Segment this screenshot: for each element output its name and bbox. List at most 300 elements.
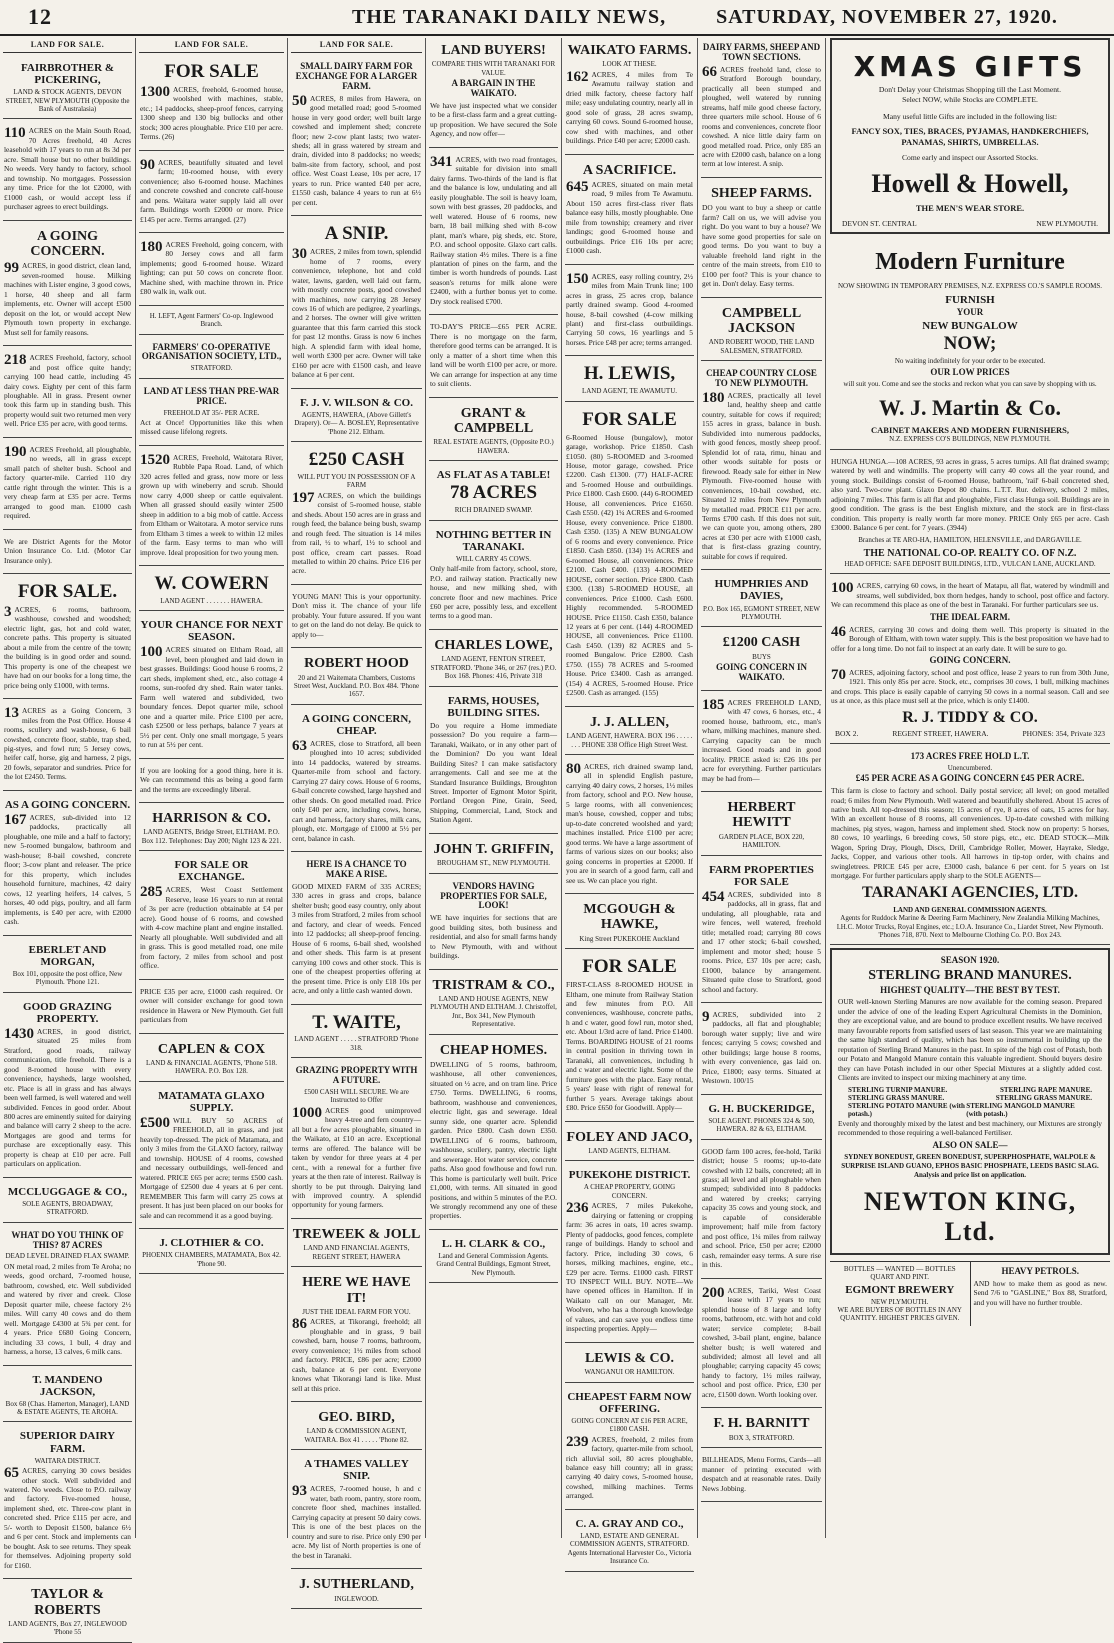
newton-also: ALSO ON SALE— (932, 1139, 1008, 1150)
ad-text: ACRES, with two road frontages, suitable for division into small dairy farms. Two-thirds of the land is flat and the balance is low, undulating and all easily ploughable. The soil is heavy loam, sown with best grasses, 20 paddocks, and well watered. House of 6 rooms, new barn, 18 bail milking shed with 8-cow plant, man's whare, pig sheds, etc. Store, P.O. and school opposite. Glaxo cart calls. Railway station 4½ miles. There is a fine plantation of pines on the farm, and the timber is worth hundreds of pounds. Last season's returns for milk alone were £2400, with a further bonus yet to come. Dry stock realised £700. (430, 154, 557, 306)
brewery-text: WE ARE BUYERS OF BOTTLES IN ANY QUANTITY. HIGHEST PRICES GIVEN. (837, 1306, 962, 1323)
classified-ad (3, 996, 132, 1178)
newton-season: SEASON 1920. (940, 955, 1000, 966)
ad-heading: MATAMATA GLAXO SUPPLY. (158, 1089, 265, 1114)
ad-body (140, 158, 283, 224)
ad-subheading: King Street PUKEKOHE Auckland (579, 934, 680, 943)
ad-body (702, 1147, 821, 1270)
ad-lot-number: 13 (4, 705, 19, 722)
classified-ad (139, 854, 284, 979)
ad-text: DO you want to buy a sheep or cattle farm? Call on us, we will advise you right. Do you want to buy a house? We have some good properties for sale on good terms. Do you want to buy a valuable freehold land right in the centre of the main streets, from £10 to £100 per foot? This is your chance to get in. Don't delay. Easy terms. (702, 203, 821, 289)
ad-text: ACRES, 6 rooms, bathroom, washhouse, cowshed and woodshed; electric light, gas, hot and cold water, concrete paths. This property is situated about a mile from the centre of the town; the building is in good order and sound. This property is one of the cheapest we have had on our books for a long time, the price being only £1000, with terms. (4, 604, 131, 690)
newton-text2: Evenly and thoroughly mixed by the latest and best machinery, our Mixtures are strongly recommended to those requiring a well-balanced Fertiliser. (838, 1118, 1102, 1138)
ad-subheading: FREEHOLD AT 35/- PER ACRE. (163, 408, 260, 417)
ad-heading: FARM PROPERTIES FOR SALE (709, 863, 814, 888)
classified-ad (701, 1006, 822, 1095)
ad-heading: A SACRIFICE. (582, 162, 677, 178)
classified-ad (3, 1425, 132, 1579)
ad-lot-number: 99 (4, 260, 19, 277)
ad-subheading: LAND & STOCK AGENTS, DEVON STREET, NEW PLYMOUTH (Opposite the Bank of Australasia) (5, 88, 130, 113)
ad-body (4, 537, 131, 565)
taranaki-agencies-ad (830, 747, 1110, 945)
ad-subheading: LAND & FINANCIAL AGENTS, 'Phone 518. HAWERA. P.O. Box 128. (145, 1058, 278, 1076)
ad-lot-number: 185 (702, 696, 725, 713)
ad-heading: FOR SALE (164, 61, 259, 82)
ad-heading: L. H. CLARK & CO., (441, 1237, 546, 1250)
newton-sub: HIGHEST QUALITY—THE BEST BY TEST. (880, 984, 1060, 995)
ad-subheading: REAL ESTATE AGENTS, (Opposite P.O.) HAWERA. (433, 438, 554, 455)
petrol-text: AND how to make them as good as new. Send 7/6 to "GASLINE," Box 88, Stratford, and you will have no further trouble. (973, 1278, 1107, 1307)
classified-ad (701, 38, 822, 178)
ad-subheading: PHOENIX CHAMBERS, MATAMATA, Box 42. 'Phone 90. (142, 1251, 281, 1268)
classified-ad (565, 897, 694, 949)
ad-text: ACRES, 7 miles Pukekohe, dairying or fattening or cropping farm: 36 acres in oats, 10 acres swamp. Plenty of paddocks, good fences, complete range of buildings. Handy to school and factory. Price, including 30 cows, 6 horses, milking machines, engine, etc., £29 per acre. Terms. £1000 cash. FIRST TO INSPECT WILL BUY. NOTE—We have opened offices in Hamilton. If in Waikato call on our Manager, Mr. Woolven, who has a thorough knowledge of values, and can save you endless time inspecting properties. Apply— (566, 1201, 693, 1334)
ad-text: WE have inquiries for sections that are good building sites, both business and residential, and also for small farms handy to New Plymouth, with and without buildings. (430, 913, 557, 961)
ad-body (566, 1201, 693, 1334)
classified-ad (701, 630, 822, 691)
ad-text: ACRES, 2 miles from town, splendid home of 7 rooms, every convenience, telephone, hot and cold water, lawns, garden, well laid out farm, with mostly concrete posts, good cowshed with machines, now carrying 28 Jersey cows 16 of which are pedigree, 2 yearlings, and 2 horses. The owner will give written guarantee that this farm carried this stock for past 12 months. Grass is now 6 inches high. A splendid farm with ideal home, well worth £300 per acre. Owner will take £160 per acre with £1500 cash, and leave balance at 6 per cent. (292, 247, 421, 380)
ad-text: PRICE £35 per acre, £1000 cash required. Or owner will consider exchange for good town residence in Hawera or New Plymouth. Get full particulars from (140, 986, 283, 1025)
classified-ad (139, 614, 284, 758)
ad-subheading: AND ROBERT WOOD, THE LAND SALESMEN, STRATFORD. (708, 338, 815, 355)
classified-ad (565, 952, 694, 1121)
ad-text: ACRES, practically all level land, healthy sheep and cattle country, suitable for cows if required; 155 acres in grass, balance in bush. Subdivided into numerous paddocks, with good fences, mostly sheep proof. Splendid lot of rata, rimu, hinau and other woods suitable for posts or firewood. Ready sale for either in New Plymouth. Five-roomed house with conveniences, 10-bail cowshed, etc. Situated 12 miles from New Plymouth by metalled road. PRICE £11 per acre. Terms £700 cash. If this does not suit, we can quote you, among others, 280 acres at £30 per acre with £1000 cash, that is first-class grazing country, suitable for cows if required. (702, 390, 821, 561)
ad-heading: MCCLUGGAGE & CO., (7, 1185, 128, 1198)
classified-ad (701, 694, 822, 792)
classified-ad (565, 38, 694, 155)
ad-subheading: LAND AGENTS, Box 27, INGLEWOOD 'Phone 55 (8, 1620, 127, 1637)
classified-ad (3, 349, 132, 438)
ad-subheading: LAND, ESTATE AND GENERAL COMMISSION AGENTS, STRATFORD. Agents International Harvester Co., Victoria Insurance Co. (567, 1531, 692, 1566)
classified-ad (701, 364, 822, 570)
classified-ad (565, 405, 694, 707)
ad-subheading: WANGANUI OR HAMILTON. (584, 1368, 675, 1377)
classified-ad (291, 1008, 422, 1059)
ad-body (702, 890, 821, 994)
ad-text: 6-Roomed House (bungalow), motor garage, workshop. Price £1850. Cash £1050. (80) 5-ROOMED and 3-roomed House, motor garage, cowshed. Price £2200. Cash £1300. (77) HALF-ACRE and 5-roomed House and outbuildings. Price £1800. Cash £600. (44) 6-ROOMED House, all conveniences. Price £1650. Cash £550. (42) 1¼ ACRES and 6-roomed House, every convenience. Price £1800. Cash £350. (135) A NEW BUNGALOW of 6 rooms and every convenience. Price £1850. Cash £850. (134) 1½ ACRES and 6-roomed House, all conveniences. Price £2100. Cash £400. (133) 4-ROOMED HOUSE, corner section. Price £800. Cash £300. (138) 5-ROOMED HOUSE, all conveniences. Price £1000. Cash £600. Highly recommended. 5-ROOMED HOUSE. Price £1150. Cash £350, balance 12 years at 6 per cent. (144) 4-ROOMED HOUSE, all conveniences. Price £1100. Cash £450. (139) 82 ACRES and 5-roomed Bungalow. Price £2800. Cash £750. (155) 78 ACRES and 5-roomed House. Price £3400. Cash as arranged. (154) 4 ACRES, 5-roomed House. Price £2500. Cash as arranged. (155) (566, 432, 693, 698)
ad-lot-number: 1300 (140, 83, 170, 100)
ad-body (430, 322, 557, 388)
ad-body (292, 1317, 421, 1393)
ad-text: FIRST-CLASS 8-ROOMED HOUSE in Eltham, one minute from Railway Station and few minutes from P.O. All conveniences, washhouse, concrete paths, h and c water, good fowl run, motor shed, etc. About 1/3rd acre of land. Price £1400. Terms. BOARDING HOUSE of 21 rooms in central position in thriving town in Taranaki, all conveniences, including h and c water and electric light. Some of the furniture goes with the place. Easy rental, 5 years' lease with right of renewal for further 5 years. Average takings about £80. Price £650 for Goodwill. Apply— (566, 980, 693, 1113)
classified-ad (291, 588, 422, 648)
ad-heading: £1200 CASH (722, 635, 801, 651)
ad-body (4, 1027, 131, 1169)
ad-lot-number: 86 (292, 1316, 307, 1333)
ad-body (140, 645, 283, 749)
taranaki-phones: 'Phones 718, 870. Next to Melbourne Clothing Co. P.O. Box 243. (878, 930, 1062, 939)
ad-heading: C. A. GRAY AND CO., (575, 1517, 684, 1530)
howell-addr-left: DEVON ST. CENTRAL (842, 219, 917, 229)
ad-subheading: 20 and 21 Waitemata Chambers, Customs Street West, Auckland. P.O. Box 484. 'Phone 1657. (293, 673, 420, 699)
masthead (0, 0, 1114, 36)
classified-ad (565, 1125, 694, 1162)
classified-ad (139, 57, 284, 151)
classified-ad (701, 573, 822, 627)
ad-heading: GOOD GRAZING PROPERTY. (23, 1000, 112, 1025)
classified-ad (429, 318, 558, 397)
hunga-text: HUNGA HUNGA.—108 ACRES, 93 acres in grass, 5 acres turnips. All flat drained swamp; watered by well and windmills. The property will carry 40 cows all the year round, and young stock. Buildings consist of 6-roomed House, bathroom, 'rail' 6-bail concreted shed, also yard. Two-cow plant. Glaxo Depot 80 chains. L.T.T. Rur. delivery, school 2 miles, adjoining 7 miles. This farm is all flat and ploughable, First class Hunga soil. Buildings are in good condition. The grass is the best English mixture, and the stock are in first-class condition. This property is really worth far more money. PRICE Only £65 per acre. Cash £3000. Balance 6 per cent. for 7 years. (3944) (831, 456, 1109, 533)
tiddy-heading2: GOING CONCERN. (929, 655, 1011, 666)
ad-subheading: LAND AGENT . . . . . . . HAWERA. (160, 596, 263, 605)
ad-lot-number: 50 (292, 92, 307, 109)
ad-body (430, 101, 557, 139)
howell-firm: Howell & Howell, (871, 168, 1069, 198)
classified-ad (139, 449, 284, 566)
newton-also-list: SYDNEY BONEDUST, GREEN BONEDUST, SUPERPHOSPHATE, WALPOLE & SURPRISE ISLAND GUANO, EPHOS BASIC PHOSPHATE, LEEDS BASIC SLAG. Analysis and price list on application. (841, 1152, 1099, 1180)
classified-ad (701, 301, 822, 362)
bottom-ads (830, 1261, 1110, 1326)
classified-ad (701, 1451, 822, 1502)
taranaki-text: This farm is close to factory and school. Daily postal service; all level; on good metalled road; 6 miles from New Plymouth. Well watered and beautifully sheltered. About 15 acres of native bush. All top-dressed this season; 15 acres of rye, 8 acres of oats, 15 acres for hay. With an excellent house of 8 rooms, all conveniences. Up-to-date cowshed with milking machines, pig styes, wagon, harness and implement shed. Stock now on property: 5 horses, 80 cows, 10 yearlings, 6 breeding cows, 50 store pigs, etc., etc. DEAD STOCK—Milk Wagon, Spring Dray, Plough, Discs, Drill, Cambridge Roller, Mower, Hayrake, Sledge, Jacks, Copper, and various other tools. All harrows in tip-top order, with chains and swingletrees. PRICE £45 per acre, £3000 cash, balance 6 per cent. for 5 years on 1st mortgage. For further particulars apply sharp to the SOLE AGENTS— (831, 786, 1109, 881)
classified-ad (701, 1098, 822, 1140)
classified-ad (3, 533, 132, 574)
ad-body (702, 1455, 821, 1493)
ad-lot-number: 180 (702, 389, 725, 406)
xmas-line2: Select NOW, while Stocks are COMPLETE. (902, 95, 1038, 105)
ad-subheading: LAND AND FINANCIAL AGENTS, REGENT STREET, HAWERA (303, 1244, 410, 1261)
furniture-ad (830, 240, 1110, 450)
tiddy-text3: ACRES, adjoining factory, school and post office, lease 2 years to run from 30th June, 1921. This only 85s per acre. Stock, etc., comprises 30 cows, 1 bull, milking machines and crops. This place is easily capable of carrying 50 cows in a normal season. Call and see us at once, as this place must sell at the price, which is only £1400. (831, 668, 1109, 706)
furniture-line1: NOW SHOWING IN TEMPORARY PREMISES, N.Z. EXPRESS CO.'S SAMPLE ROOMS. (837, 282, 1103, 291)
ad-subheading: LAND AGENT, TE AWAMUTU. (581, 387, 678, 396)
ad-heading: A THAMES VALLEY SNIP. (304, 1458, 409, 1483)
taranaki-agents: Agents for Ruddock Marine & Deering Farm Machinery, New Zealandia Milking Machines, I.H.C. Motor Trucks, Royal Engines, etc.; I.O.A. Insurance Co., Liardet Street, New Plymouth. (836, 914, 1104, 931)
taranaki-title: 173 ACRES FREE HOLD L.T. (910, 750, 1030, 761)
ad-text: ACRES, situated on main metal road, 9 miles from Te Awamutu. About 150 acres first-class river flats balance easy hills, mostly ploughable. One mile from township; creamery and river landings; good 6-roomed house and outbuildings. Price £16 10s per acre; £1000 cash. (566, 179, 693, 256)
column-6 (698, 38, 826, 1538)
ad-subheading: INGLEWOOD. (334, 1594, 379, 1603)
ad-heading: A SNIP. (324, 223, 389, 245)
classified-ad (3, 441, 132, 530)
column-4 (426, 38, 562, 1538)
martin-addr: N.Z. EXPRESS CO'S BUILDINGS, NEW PLYMOUTH. (889, 435, 1051, 444)
ad-subheading: SOLE AGENT. PHONES 324 & 500, HAWERA. 82 & 63, ELTHAM. (708, 1116, 815, 1134)
classified-ad (3, 702, 132, 791)
classified-ad (3, 939, 132, 993)
classified-ad (139, 154, 284, 233)
ad-heading: T. MANDENO JACKSON, (32, 1373, 103, 1398)
manure-5: STERLING POTATO MANURE (with potash.) (848, 1101, 965, 1118)
ad-heading: YOUR CHANCE FOR NEXT SEASON. (140, 619, 283, 644)
tiddy-ad (830, 577, 1110, 743)
ad-body (292, 882, 421, 996)
ad-subheading: LAND AND HOUSE AGENTS, NEW PLYMOUTH AND ELTHAM. J. Christoffel, Jnr., Box 341, New Plymouth Representative. (430, 995, 557, 1029)
ad-heading: GRANT & CAMPBELL (453, 405, 534, 436)
ad-text: ACRES, easy rolling country, 2½ miles from Main Trunk line; 100 acres in grass, 25 acres crop, balance partly drained swamp. Good 4-roomed house, 8-bail cowshed (4-cow milking plant) and first-class outbuildings. Carrying 50 cows, 16 yearlings and 5 horses. Price £48 per acre; terms arranged. (566, 271, 693, 347)
ad-subheading: GARDEN PLACE, BOX 220, HAMILTON. (718, 832, 805, 850)
ad-text: ACRES, freehold, 2 miles from factory, quarter-mile from school, rich alluvial soil, 80 acres ploughable, balance easy hill country; all in grass; carrying 40 dairy cows, 5-roomed house, cowshed, milking machines. Terms arranged. (566, 1434, 693, 1501)
classified-ad (565, 268, 694, 357)
ad-heading: PUKEKOHE DISTRICT. (568, 1169, 691, 1182)
ad-lot-number: 80 (566, 760, 581, 777)
ad-text: ACRES good unimproved heavy 4-tree and fern country—all but a few acres ploughable, situated in the Waikato, at £10 an acre. Exceptional terms are offered. The balance will be taken by vendor for three years at 4 per cent., with a renewal for a further five years at the then rate of interest. Railway is shortly to be put through. Dairying land with improved country. A splendid opportunity for young farmers. (292, 1105, 421, 1210)
ad-text: ACRES, in good district, clean land, seven-roomed house. Milking machines with Lister engine, 3 good cows, 1 horse, 40 sheep and all farm implements, etc. Owner will accept £500 deposit on the lot, or would accept New Plymouth town property in exchange. Must sell for family reasons. (4, 261, 131, 337)
ad-text: ACRES, freehold, 6-roomed house, woolshed with machines, stable, etc.; 14 paddocks, sheep-proof fences, carrying 1300 sheep and 130 big bullocks and other stock; 300 acres ploughable. Price £10 per acre. Terms. (26) (140, 84, 283, 142)
ad-text: ACRES on the Main South Road, 70 Acres freehold, 40 Acres leasehold with 17 years to run at 8s 3d per acre. Small house but no other buildings. No weeds. Very handy to factory, school and township. No mortgages. Possession any time. Price for the lot £2000, with £1000 cash, or would accept less if purchaser agrees to erect buildings. (4, 126, 131, 212)
ad-heading: AS A GOING CONCERN. (4, 798, 131, 811)
classified-ad (429, 973, 558, 1035)
ad-body (702, 65, 821, 169)
ad-heading: F. J. V. WILSON & CO. (300, 396, 413, 409)
brewery-line1: BOTTLES — WANTED — BOTTLES QUART AND PINT. (843, 1264, 956, 1282)
ad-heading: HERE WE HAVE IT! (302, 1275, 411, 1306)
ad-lot-number: 236 (566, 1200, 589, 1217)
ad-lot-number: 180 (140, 238, 163, 255)
ad-text: ACRES, 7-roomed house, h and c water, bath room, pantry, store room, concrete floor shed, machines installed. Carrying capacity at present 50 dairy cows. This is one of the best places on the country and sure to rise. Price only £90 per acre. My list of North properties is one of the best in Taranaki. (292, 1484, 421, 1560)
ad-body (4, 261, 131, 337)
ad-heading: WAIKATO FARMS. (567, 43, 692, 58)
ad-text: ACRES as a Going Concern, 3 miles from the Post Office. House 4 rooms, scullery and wash-house, 6 bail cowshed, concrete floor, stable, trap shed, pig-styes, and fowl run; 5 Jersey cows, heifer calf, horse, gig and harness, 2 pigs, 20 fowls, separator and sundries. Price for the lot £2450. Terms. (4, 706, 131, 782)
ad-heading: T. WAITE, (312, 1011, 401, 1033)
ad-lot-number: 100 (140, 644, 163, 661)
classified-ad (701, 181, 822, 298)
ad-body (140, 418, 283, 437)
taranaki-firm: TARANAKI AGENCIES, LTD. (861, 883, 1079, 901)
ad-heading: HERBERT HEWITT (727, 800, 796, 831)
classified-ad (701, 1411, 822, 1448)
ad-heading: SMALL DAIRY FARM FOR EXCHANGE FOR A LARGER FARM. (295, 61, 418, 91)
classified-ad (565, 1164, 694, 1342)
ad-body (140, 453, 283, 557)
taranaki-firm-sub: LAND AND GENERAL COMMISSION AGENTS. (893, 905, 1047, 914)
national-addr: HEAD OFFICE: SAFE DEPOSIT BUILDINGS, LTD., VULCAN LANE, AUCKLAND. (844, 560, 1096, 569)
ad-lot-number: 200 (702, 1284, 725, 1301)
classified-ad (701, 859, 822, 1003)
ad-heading: SHEEP FARMS. (711, 185, 812, 201)
classified-ad (429, 464, 558, 520)
ad-heading: CHEAP HOMES. (439, 1042, 548, 1058)
classified-ad (429, 1233, 558, 1283)
ad-heading: FOR SALE. (17, 581, 118, 603)
ad-lot-number: 162 (566, 68, 589, 85)
ad-lot-number: 110 (4, 125, 26, 142)
ad-subheading: LAND & COMMISSION AGENT, WAITARA. Box 41 . . . . . 'Phone 82. (304, 1427, 409, 1444)
classified-ad (565, 758, 694, 894)
ad-subheading: £500 CASH WILL SECURE. We are Instructed to Offer (304, 1088, 409, 1105)
ad-heading: G. H. BUCKERIDGE, (708, 1102, 815, 1115)
ad-body (702, 391, 821, 561)
furniture-title: Modern Furniture (875, 249, 1065, 276)
brewery-ad (830, 1262, 971, 1326)
ad-heading: CHEAP COUNTRY CLOSE TO NEW PLYMOUTH. (706, 368, 817, 388)
classified-ad (565, 158, 694, 265)
ad-lot-number: 63 (292, 738, 307, 754)
ad-subheading: LAND AGENT, FENTON STREET, STRATFORD. 'Phone 346, or 267 (res.) P.O. Box 168. Phones: 416, Private 318 (430, 655, 557, 681)
furniture-line2: No waiting indefinitely for your order to be executed. (894, 356, 1046, 365)
ad-body (292, 247, 421, 380)
newton-title: STERLING BRAND MANURES. (868, 968, 1072, 984)
furniture-your: YOUR (956, 306, 984, 317)
ad-subheading: BROUGHAM ST., NEW PLYMOUTH. (437, 859, 550, 868)
column-3 (288, 38, 426, 1603)
ad-heading: TRISTRAM & CO., (432, 977, 555, 993)
ad-subheading: A CHEAP PROPERTY, GOING CONCERN. (583, 1183, 676, 1200)
ad-subheading: Box 101, opposite the post office, New Plymouth. 'Phone 121. (12, 969, 123, 987)
issue-date: SATURDAY, NOVEMBER 27, 1920. (716, 5, 1058, 28)
ad-text: ACRES, subdivided into 8 paddocks, all in grass, flat and undulating, all ploughable, rata and wire fences, well watered, freehold title; metalled road; carrying 80 cows and 17 other stock; 6-bail cowshed, implement and motor shed; house 5 rooms. Price, £37 10s per acre; cash, £1000, balance by arrangement. Situated quite close to Stratford, good school and factory. (702, 889, 821, 994)
ad-text: ACRES freehold land, close to Stratford Borough boundary, practically all been stumped and ploughed, well watered by running streams, half mile good cheese factory, three quarters mile school. House of 6 rooms and conveniences, concrete floor cowshed. A nice little dairy farm on good metalled road. Price, only £85 an acre with £2000 cash, balance on a long term at low interest. A snip. (702, 64, 821, 169)
ad-subheading: LAND AGENTS, ELTHAM. (588, 1147, 671, 1155)
ad-text: YOUNG MAN! This is your opportunity. Don't miss it. The chance of your life probably. Your future assured. If you want to get on the land do not delay. Be quick to apply to— (292, 591, 421, 639)
newspaper-name: THE TARANAKI DAILY NEWS, (352, 5, 667, 28)
ad-heading: A GOING CONCERN, CHEAP. (301, 712, 412, 737)
ad-heading: LEWIS & CO. (584, 1350, 675, 1366)
ad-body (292, 592, 421, 639)
ad-subheading: JUST THE IDEAL FARM FOR YOU. (302, 1307, 411, 1316)
furniture-bungalow: NEW BUNGALOW (922, 319, 1018, 332)
ad-text: ACRES, beautifully situated and level farm; 10-roomed house, with every convenience; also 6-roomed house. Machines and concrete cowshed and concrete calf-house and pens. Waitara water supply laid all over farm. Buildings worth £2000 or more. Price £145 per acre. Terms arranged. (27) (140, 157, 283, 224)
ad-text: We have just inspected what we consider to be a first-class farm and a great cutting-up proposition. We have secured the Sole Agency, and now offer— (430, 100, 557, 139)
xmas-title: XMAS GIFTS (853, 50, 1087, 83)
ad-body (4, 1262, 131, 1357)
ad-body (430, 721, 557, 825)
brewery-firm: EGMONT BREWERY (845, 1283, 955, 1296)
ad-text: ACRES Freehold, going concern, with 80 Jersey cows and all farm implements; good 6-roomed house. Wizard lighting; can put 50 cows on concrete floor. Machine shed, with machine thrown in. Price £80 walk in, walk out. (140, 239, 283, 297)
ad-subheading: AGENTS, HAWERA, (Above Gillett's Drapery). Or— A. BOSLEY, Representative 'Phone 212. Eltham. (294, 410, 419, 436)
ad-body (140, 885, 283, 970)
ad-body (140, 766, 283, 794)
classified-ad (291, 651, 422, 705)
ad-heading: FOLEY AND JACO, (566, 1129, 693, 1145)
ad-heading: J. SUTHERLAND, (299, 1577, 414, 1593)
tiddy-text2: ACRES, carrying 30 cows and doing them well. This property is situated in the Borough of Eltham, with town water supply. This is the best proposition we have had to offer for a long time. Do not fail to inspect at an early date. It will be sure to go. (831, 624, 1109, 653)
ad-body (292, 94, 421, 208)
classified-ad (565, 710, 694, 755)
classified-ad (429, 690, 558, 834)
ad-heading: MCGOUGH & HAWKE, (583, 901, 676, 933)
xmas-line4: Come early and inspect our Assorted Stocks. (901, 152, 1039, 162)
ad-subheading: LOOK AT THESE. (602, 60, 657, 69)
ad-text: ACRES, in good district, situated 25 miles from Stratford, good roads, railway communication, title freehold. There is a good 8-roomed house with every convenience, haysheds, large woolshed, etc. Place is all in grass and has always been well farmed, is well watered and well subdivided. Fences in good order. About 800 acres are eminently suited for dairying and balance will carry 2 sheep to the acre. Mortgages are good and terms for purchase are exceptionally easy. This property is cheap at £10 per acre. Full particulars on application. (4, 1026, 131, 1169)
ad-text: ACRES, on which the buildings consist of 5-roomed house, stable and sheds. About 150 acres are in grass and rough feed, the balance being bush, swamp and rough feed. The situation is 14 miles from rail, ½ to wharf, 1½ to school and post office, cream cart passes. Road metalled to within 20 chains. Price £16 per acre. (292, 490, 421, 576)
ad-heading: CHARLES LOWE, (434, 637, 553, 653)
ad-heading: TAYLOR & ROBERTS (31, 1587, 104, 1618)
ad-subheading: DEAD LEVEL DRAINED FLAX SWAMP. (5, 1252, 130, 1261)
ad-text: ACRES, rich drained swamp land, all in splendid English pasture, carrying 40 dairy cows, 2 horses, 1½ miles from factory, school and P.O. New house, 5 large rooms, with all conveniences; man's house, cowshed, copper and tubs; up-to-date concreted woolshed and yard; machines installed. Price £100 per acre; good terms. We have a large assortment of farms of various sizes on our books; also going concerns in properties at £2000. If you are in search of a good farm, call and see us. We can place you right. (566, 761, 693, 885)
ad-heading: TREWEEK & JOLL (292, 1226, 421, 1242)
ad-heading: FOR SALE (582, 408, 677, 430)
classified-ad (429, 877, 558, 970)
classified-ad (291, 1270, 422, 1402)
ad-heading: HUMPHRIES AND DAVIES, (714, 578, 809, 603)
ad-heading: CAMPBELL JACKSON (721, 305, 802, 336)
ad-body (4, 353, 131, 429)
ad-heading: GEO. BIRD, (318, 1410, 395, 1426)
manure-1: STERLING TURNIP MANURE. (848, 1085, 948, 1094)
ad-text: ACRES situated on Eltham Road, all level, been ploughed and laid down in best grasses. Buildings: Good house 6 rooms, 2 cart sheds, implement shed, etc., also cottage 4 rooms, sun-roofed dry shed. Rain water tanks. Farm well watered and subdivided, two boundary fences. Depot quarter mile, school one and a quarter mile. Price £100 per acre, cash £2500 or less perhaps, balance 7 years at 5½ per cent. Only one small mortgage, 5 years to run at 5½ per cent. (140, 645, 283, 750)
classified-ad (291, 445, 422, 585)
ad-lot-number: 167 (4, 811, 27, 828)
classified-ad (429, 151, 558, 316)
furniture-now: NOW; (943, 332, 997, 354)
classified-ad (565, 359, 694, 401)
ad-body (566, 762, 693, 885)
ad-heading: LAND AT LESS THAN PRE-WAR PRICE. (143, 385, 280, 406)
classified-ad (565, 1513, 694, 1572)
section-heading: LAND FOR SALE. (3, 38, 132, 53)
manure-4: STERLING GRASS MANURE. (995, 1093, 1092, 1102)
ad-body (566, 1435, 693, 1501)
hunga-line: Branches at TE ARO-HA, HAMILTON, HELENSVILLE, and DARGAVILLE. (858, 535, 1082, 544)
classified-ad (3, 57, 132, 119)
ad-body (702, 1286, 821, 1400)
classified-ad (139, 983, 284, 1034)
xmas-list: FANCY SOX, TIES, BRACES, PYJAMAS, HANDKERCHIEFS, PANAMAS, SHIRTS, UMBRELLAS. (851, 125, 1089, 148)
national-firm: THE NATIONAL CO-OP. REALTY CO. OF N.Z. (863, 548, 1077, 560)
classified-ad (139, 1085, 284, 1229)
brewery-addr: NEW PLYMOUTH. (870, 1297, 929, 1306)
classified-ad (429, 401, 558, 462)
ad-body (702, 698, 821, 783)
ad-heading: J. J. ALLEN, (590, 714, 669, 730)
ad-heading: HERE IS A CHANCE TO MAKE A RISE. (306, 859, 407, 880)
newton-text: OUR well-known Sterling Manures are now available for the coming season. Prepared under the advice of one of the leading Expert Agricultural Chemists in the Dominion, they are exceptional value, and are bound to produce excellent results. We have received many favourable reports from satisfied users of last season. This year we are maintaining the same high standard of quality, which has been so instrumental in building up the reputation of Sterling Brand Manures in the past. In spite of the high cost of Potash, both our Potato and Mangold Manure contain this valuable ingredient. Should buyers desire they can have Potash included in our other Special Mixtures at a slightly added cost. Clients are invited to inspect our mixing machinery at any time. (838, 997, 1102, 1083)
classified-ad (291, 1572, 422, 1609)
ad-body (4, 706, 131, 782)
tiddy-addr-mid: REGENT STREET, HAWERA. (892, 728, 989, 738)
classified-ad (291, 1453, 422, 1569)
ad-subheading: H. LEFT, Agent Farmers' Co-op. Inglewood Branch. (149, 311, 274, 329)
classified-ad (3, 224, 132, 347)
ad-subheading: Land and General Commission Agents. Grand Central Buildings, Egmont Street, New Plymouth. (436, 1252, 551, 1277)
ad-text: ACRES, subdivided into 2 paddocks, all flat and ploughable; borough water supply; live and wire fences; carrying 5 cows; cowshed and other buildings; large house 8 rooms, with every convenience, gas laid on. Price, £1800; easy terms. Situated at Westown. 100/15 (702, 1009, 821, 1086)
ad-text: ACRES, carrying 30 cows besides other stock. Well subdivided and watered. No weeds. Close to P.O. railway and factory. Five-roomed house, implement shed, etc. Three-cow plant in concreted shed. Price £115 per acre, and 5/- worth to Deposit £1500, balance 6½ and 6 per cent. Stock and implements can be bought. Ask to see returns. They speak for themselves. Adjoining property sold for £160. (4, 1466, 131, 1570)
classified-ad (139, 1037, 284, 1082)
tiddy-lot1: 100 (831, 580, 854, 597)
ad-heading: CHEAPEST FARM NOW OFFERING. (567, 1390, 692, 1415)
ad-heading: J. CLOTHIER & CO. (159, 1237, 264, 1250)
classified-ad (139, 382, 284, 446)
ad-body (702, 1010, 821, 1086)
ad-body (566, 70, 693, 146)
ad-heading: JOHN T. GRIFFIN, (433, 841, 554, 857)
xmas-line3: Many useful little Gifts are included in the following list: (883, 111, 1057, 121)
ad-lot-number: 454 (702, 888, 725, 905)
ad-big-heading: 78 ACRES (449, 482, 538, 504)
ad-body (4, 813, 131, 927)
classified-ad (139, 236, 284, 306)
howell-addr-right: NEW PLYMOUTH. (1036, 219, 1098, 229)
ad-lot-number: 90 (140, 156, 155, 173)
ad-text: ACRES, at Tikorangi, freehold; all ploughable and in grass, 9 bail cowshed, barn, house 7 rooms, bathroom, every convenience; 1½ miles from school and factory. PRICE, £86 per acre; £2000 cash, balance at 6 per cent. Everyone knows what Tikorangi land is like. Must sell at this price. (292, 1317, 421, 1393)
tiddy-firm: R. J. TIDDY & CO. (902, 708, 1038, 726)
howell-sub: THE MEN'S WEAR STORE. (915, 202, 1025, 213)
ad-text: ACRES, Freehold, Waitotara River, Rubble Papa Road. Land, of which 320 acres felled and grass, now more or less grown up with wineberry and scrub. Should now carry 4,000 sheep or cattle equivalent. When all grassed should easily winter 2500 sheep in addition to a big mob of cattle. Access from Eltham or Waitotara. A motor service runs from Eltham 3 times a week to within 12 miles of the farm. Easy terms to man who will improve. Ideal proposition for two young men. (140, 452, 283, 557)
ad-subheading: RICH DRAINED SWAMP. (454, 506, 533, 515)
column-5 (562, 38, 698, 1566)
ad-lot-number: 66 (702, 63, 717, 80)
ad-subheading: BUYS (752, 652, 771, 661)
tiddy-addr-right: PHONES: 354, Private 323 (1022, 728, 1105, 738)
classified-ad (701, 795, 822, 856)
ad-text: ACRES, 4 miles from Te Awamutu railway station and dried milk factory, cheese factory half mile; easy undulating country, nearly all in good sole of grass, 28 acres swamp, carrying 60 cows. Sound 6-roomed house, cow shed with machines, and other buildings. Price £40 per acre; £2000 cash. (566, 69, 693, 146)
classified-ad (429, 837, 558, 874)
ad-heading: H. LEWIS, (583, 363, 676, 385)
ad-text: ACRES FREEHOLD LAND, with 47 cows, 6 horses, etc., 4 roomed house, bathroom, etc., man's whare, milking machines, manure shed. Carrying capacity can be much increased. Good roads and in good locality. PRICE asked is: £26 10s per acre for everything. Further particulars may be had from— (702, 697, 821, 783)
ad-lot-number: 150 (566, 270, 589, 287)
ad-text: TO-DAY'S PRICE—£65 PER ACRE. There is no mortgage on the farm, therefore good terms can be arranged. It is only a matter of a short time when this land will be worth £100 per acre, or more. We can arrange for inspection at any time to suit clients. (430, 322, 557, 389)
classified-ad (3, 1181, 132, 1223)
classified-ad (291, 392, 422, 442)
classified-ad (3, 122, 132, 220)
ad-heading: GRAZING PROPERTY WITH A FUTURE. (295, 1065, 418, 1086)
ad-body (140, 85, 283, 142)
ad-text: Only half-mile from factory, school, store, P.O. and railway station. Practically new house, and new milking shed, with concrete floor and new machines. Price £60 per acre, possibly less, and excellent terms to a good man. (430, 564, 557, 621)
tiddy-heading: THE IDEAL FARM. (929, 611, 1011, 622)
ad-heading: WHAT DO YOU THINK OF THIS? 87 ACRES (11, 1229, 124, 1250)
ad-heading: FARMS, HOUSES, BUILDING SITES. (447, 694, 540, 719)
